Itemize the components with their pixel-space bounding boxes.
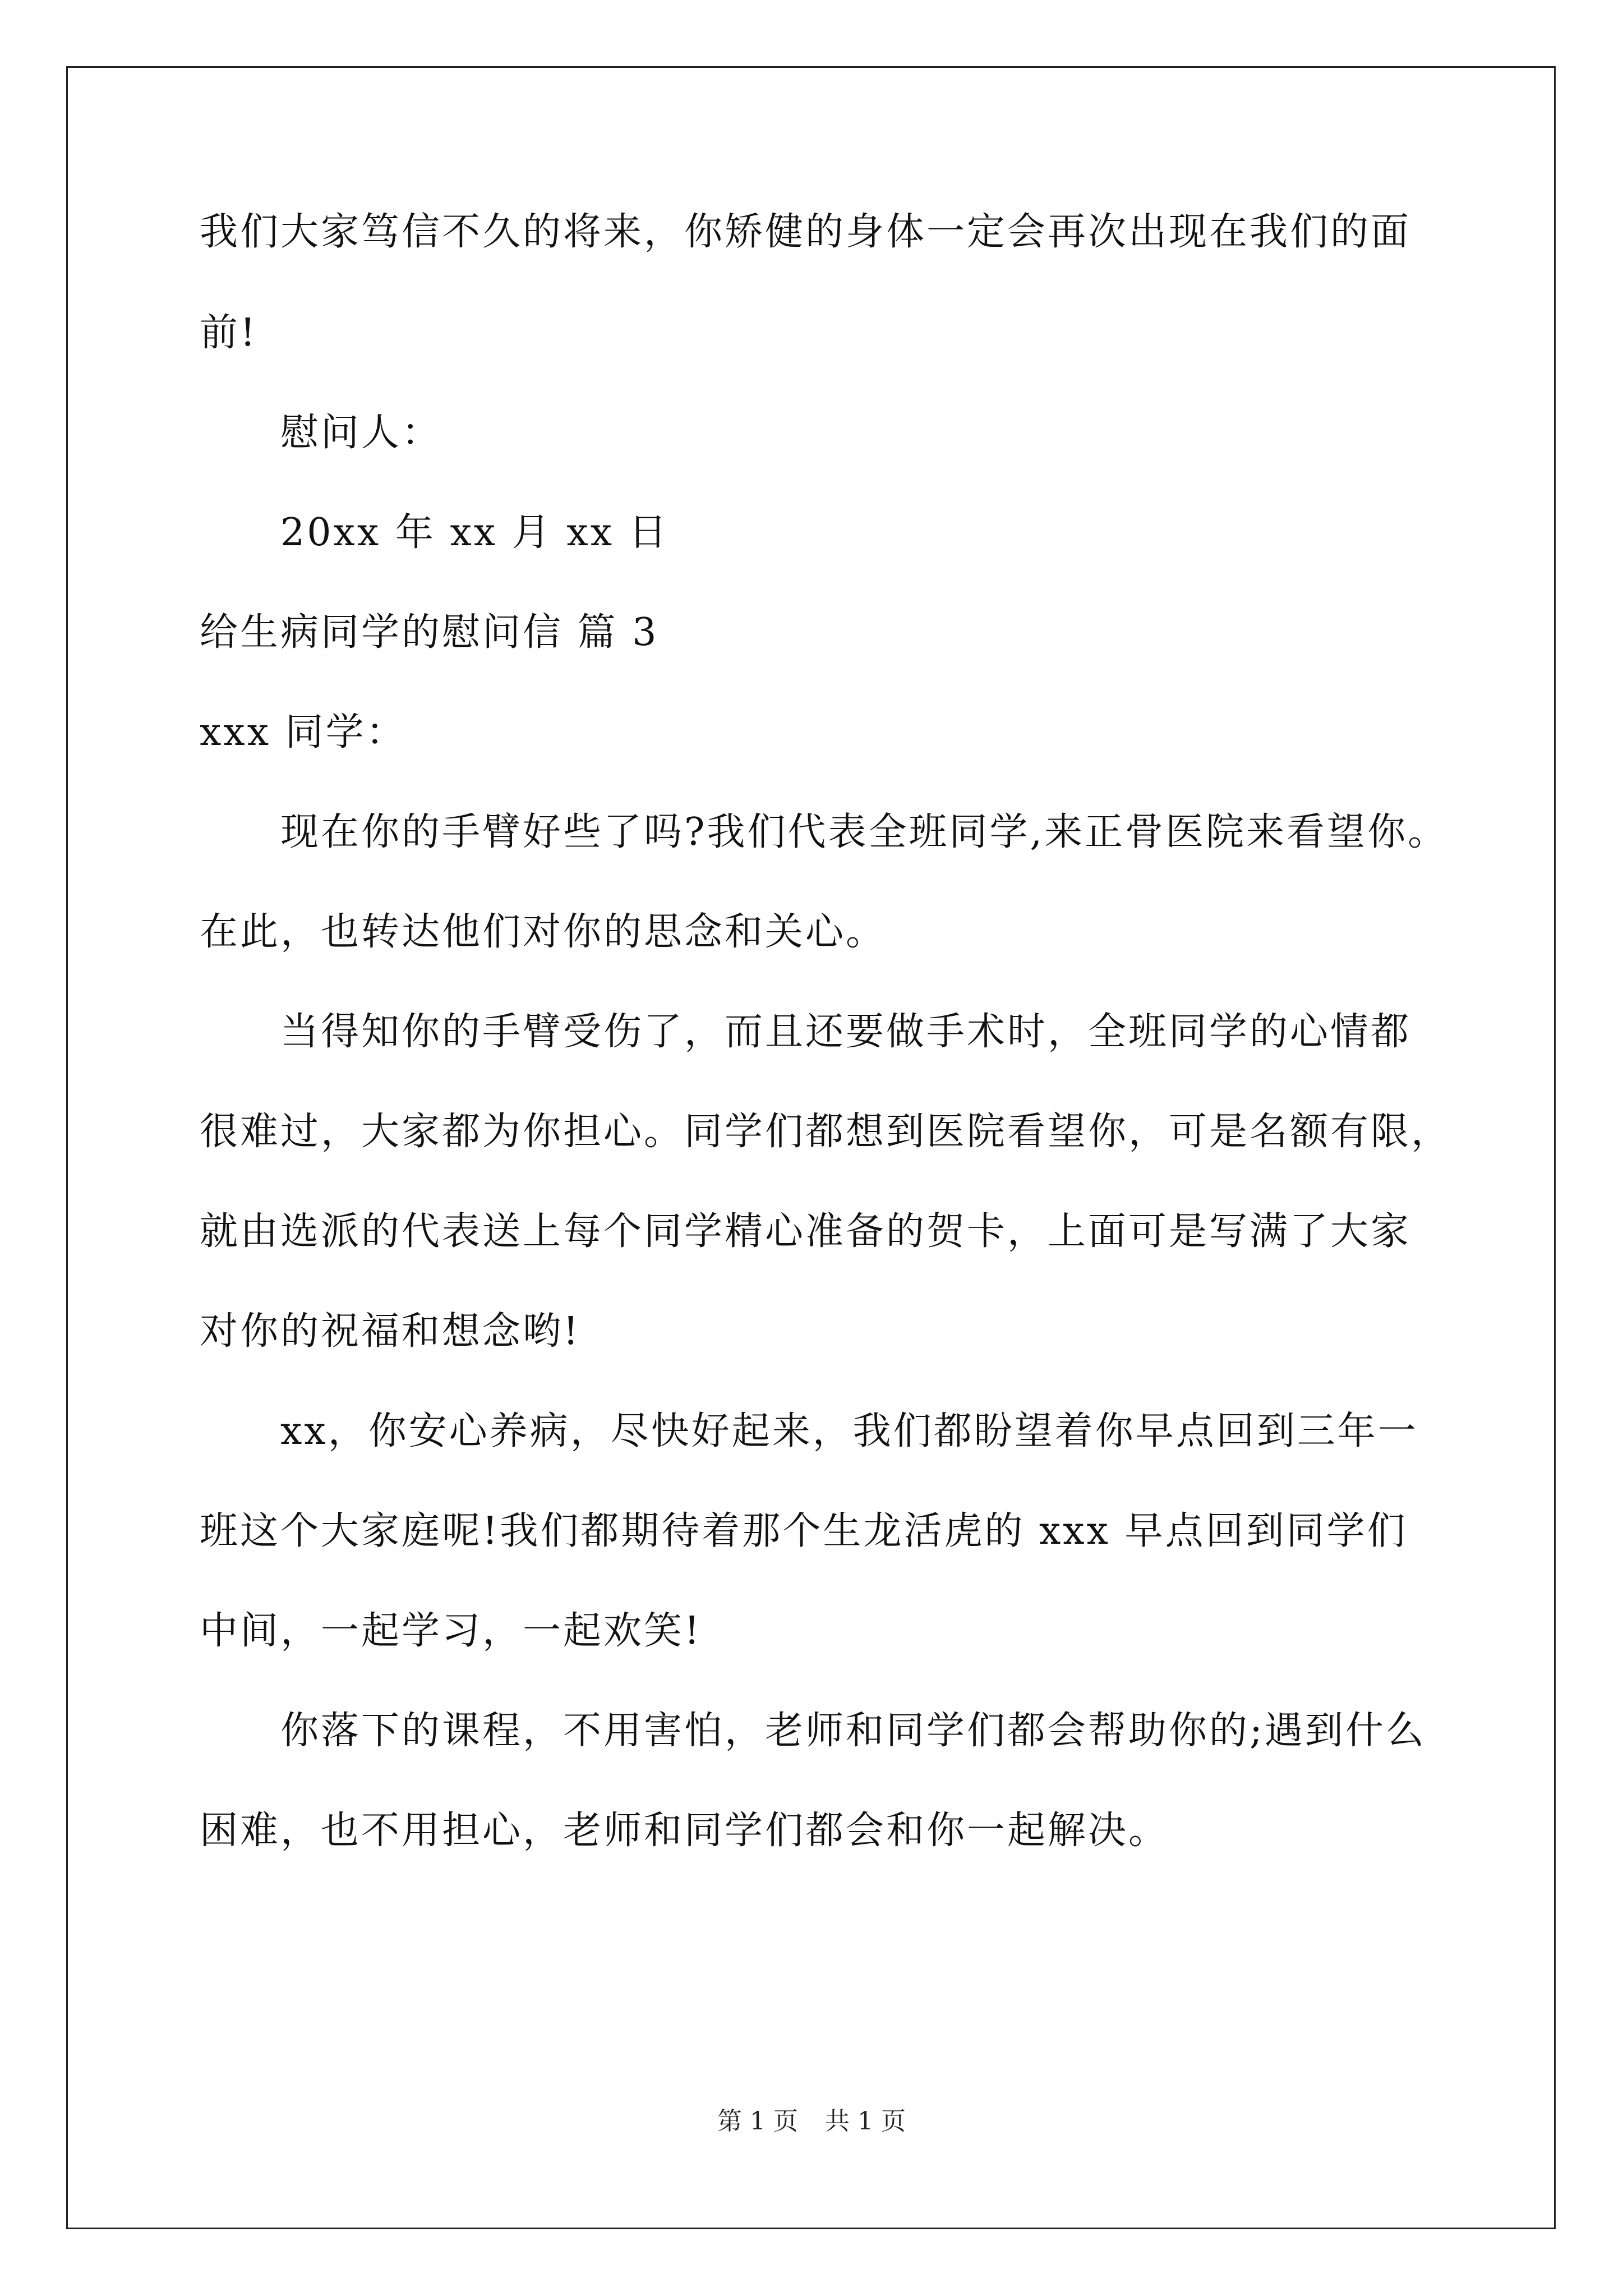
page-total: 共 1 页 <box>825 2107 906 2136</box>
page-number: 第 1 页 <box>717 2107 798 2136</box>
salutation: xxx 同学： <box>200 710 407 754</box>
text-line: 当得知你的手臂受伤了，而且还要做手术时，全班同学的心情都 <box>280 1010 1412 1054</box>
date-line: 20xx 年 xx 月 xx 日 <box>280 510 669 555</box>
text-line: 班这个大家庭呢!我们都期待着那个生龙活虎的 xxx 早点回到同学们 <box>200 1509 1408 1553</box>
section-title: 给生病同学的慰问信 篇 3 <box>200 610 659 655</box>
page-footer <box>0 2101 1623 2137</box>
text-line: 中间，一起学习，一起欢笑! <box>200 1609 702 1653</box>
text-line: 很难过，大家都为你担心。同学们都想到医院看望你，可是名额有限， <box>200 1110 1452 1154</box>
text-line: 在此，也转达他们对你的思念和关心。 <box>200 910 887 954</box>
text-line: 你落下的课程，不用害怕，老师和同学们都会帮助你的;遇到什么 <box>280 1709 1426 1753</box>
text-line: 就由选派的代表送上每个同学精心准备的贺卡，上面可是写满了大家 <box>200 1209 1412 1254</box>
text-line: 前! <box>200 311 258 355</box>
signature-label: 慰问人： <box>280 411 442 455</box>
text-line: 我们大家笃信不久的将来，你矫健的身体一定会再次出现在我们的面 <box>200 210 1412 254</box>
text-line: 对你的祝福和想念哟! <box>200 1309 581 1354</box>
text-line: 现在你的手臂好些了吗?我们代表全班同学,来正骨医院来看望你。 <box>280 810 1449 854</box>
text-line: xx，你安心养病，尽快好起来，我们都盼望着你早点回到三年一 <box>280 1409 1418 1453</box>
text-line: 困难，也不用担心，老师和同学们都会和你一起解决。 <box>200 1809 1169 1853</box>
